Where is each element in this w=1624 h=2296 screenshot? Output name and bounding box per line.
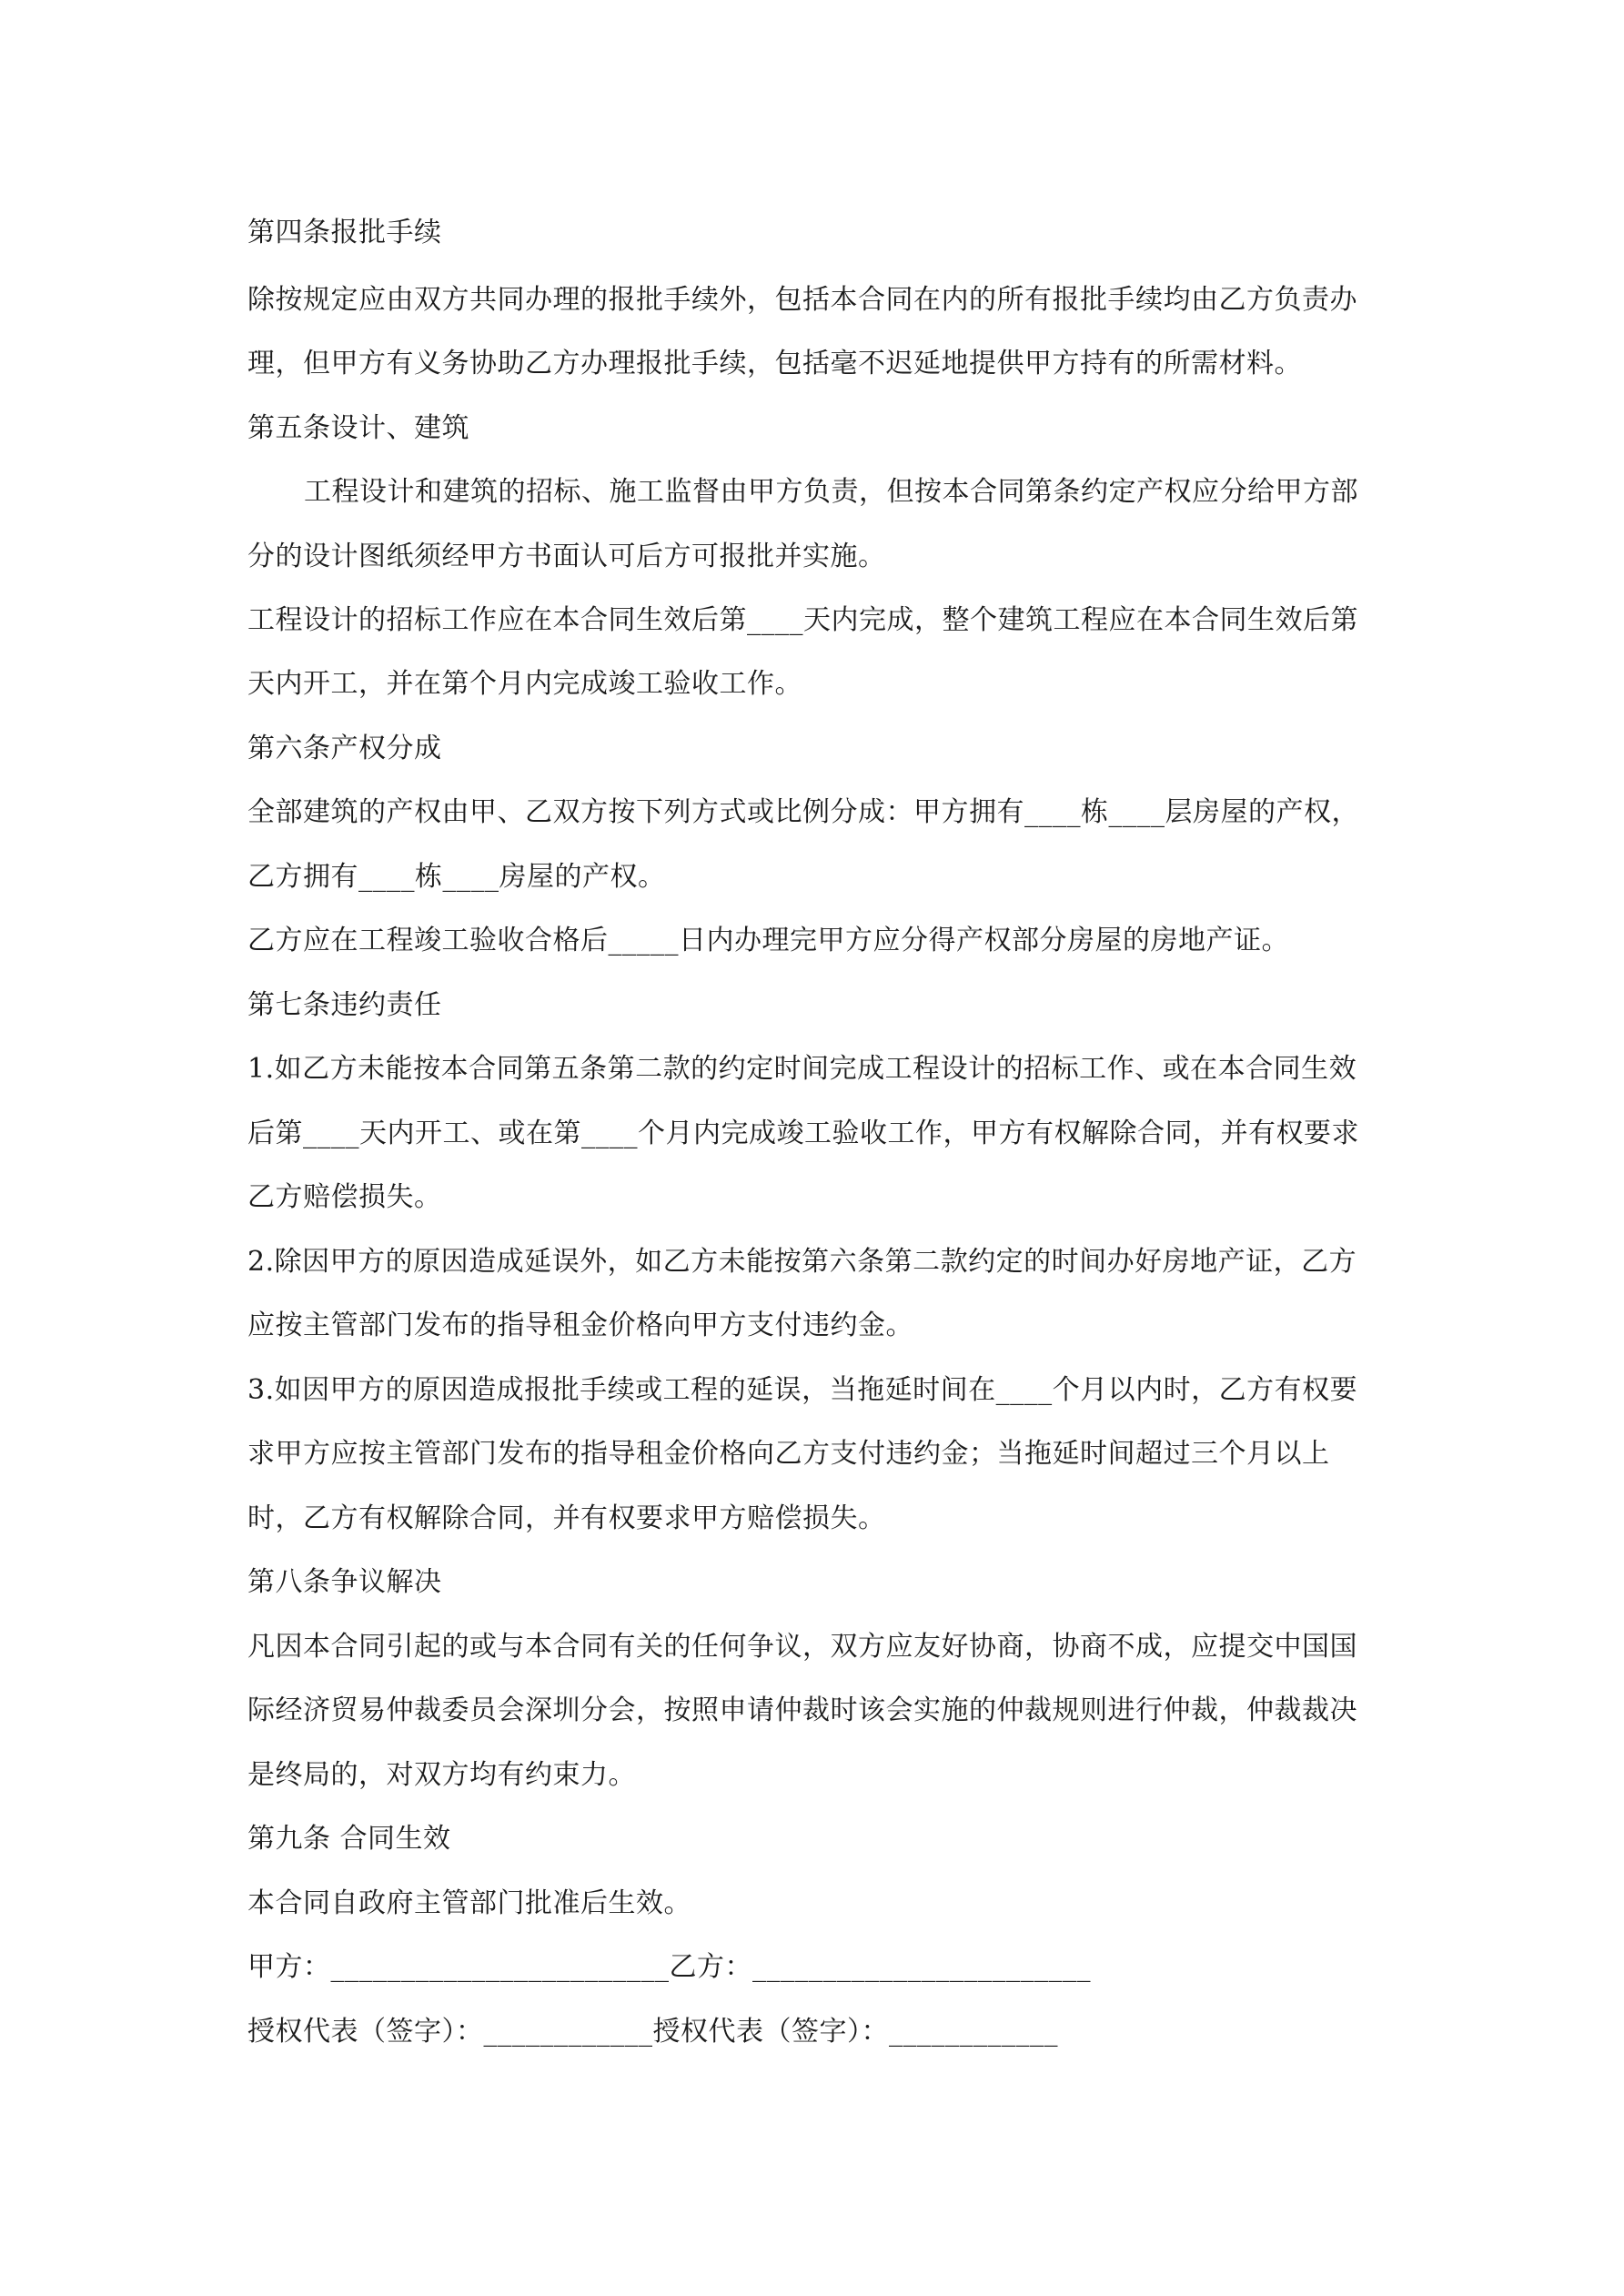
paragraph-line: 凡因本合同引起的或与本合同有关的任何争议，双方应友好协商，协商不成，应提交中国国 (247, 1631, 1357, 1663)
paragraph-line: 是终局的，对双方均有约束力。 (247, 1759, 636, 1791)
paragraph-line: 1.如乙方未能按本合同第五条第二款的约定时间完成工程设计的招标工作、或在本合同生效 (247, 1053, 1357, 1085)
heading-article-5: 第五条设计、建筑 (247, 412, 469, 444)
party-signature-line: 甲方：________________________乙方：________________________ (247, 1951, 1091, 1983)
paragraph-line: 求甲方应按主管部门发布的指导租金价格向乙方支付违约金；当拖延时间超过三个月以上 (247, 1438, 1330, 1470)
heading-article-6: 第六条产权分成 (247, 733, 442, 764)
paragraph-line: 乙方应在工程竣工验收合格后_____日内办理完甲方应分得产权部分房屋的房地产证。 (247, 925, 1289, 956)
paragraph-line: 天内开工，并在第个月内完成竣工验收工作。 (247, 668, 802, 700)
paragraph-line: 工程设计的招标工作应在本合同生效后第____天内完成，整个建筑工程应在本合同生效后第 (247, 604, 1358, 636)
paragraph-line: 乙方赔偿损失。 (247, 1181, 442, 1213)
paragraph-line: 应按主管部门发布的指导租金价格向甲方支付违约金。 (247, 1310, 913, 1341)
paragraph-line: 乙方拥有____栋____房屋的产权。 (247, 861, 666, 893)
heading-article-4: 第四条报批手续 (247, 217, 442, 248)
paragraph-line: 2.除因甲方的原因造成延误外，如乙方未能按第六条第二款约定的时间办好房地产证，乙方 (247, 1246, 1357, 1278)
paragraph-line: 理，但甲方有义务协助乙方办理报批手续，包括毫不迟延地提供甲方持有的所需材料。 (247, 348, 1302, 379)
paragraph-line: 全部建筑的产权由甲、乙双方按下列方式或比例分成：甲方拥有____栋____层房屋的产权， (247, 796, 1359, 828)
heading-article-7: 第七条违约责任 (247, 989, 442, 1021)
paragraph-line: 3.如因甲方的原因造成报批手续或工程的延误，当拖延时间在____个月以内时，乙方有权要 (247, 1374, 1358, 1406)
heading-article-8: 第八条争议解决 (247, 1566, 442, 1598)
paragraph-line: 际经济贸易仲裁委员会深圳分会，按照申请仲裁时该会实施的仲裁规则进行仲裁，仲裁裁决 (247, 1694, 1357, 1726)
heading-article-9: 第九条 合同生效 (247, 1823, 451, 1855)
representative-signature-line: 授权代表（签字）：____________授权代表（签字）：____________ (247, 2016, 1058, 2048)
paragraph-line: 后第____天内开工、或在第____个月内完成竣工验收工作，甲方有权解除合同，并有权要求 (247, 1118, 1359, 1149)
paragraph-line: 分的设计图纸须经甲方书面认可后方可报批并实施。 (247, 541, 886, 572)
paragraph-line: 除按规定应由双方共同办理的报批手续外，包括本合同在内的所有报批手续均由乙方负责办 (247, 284, 1357, 316)
paragraph-line: 本合同自政府主管部门批准后生效。 (247, 1887, 691, 1919)
paragraph-line: 工程设计和建筑的招标、施工监督由甲方负责，但按本合同第条约定产权应分给甲方部 (304, 476, 1358, 508)
paragraph-line: 时，乙方有权解除合同，并有权要求甲方赔偿损失。 (247, 1502, 886, 1534)
